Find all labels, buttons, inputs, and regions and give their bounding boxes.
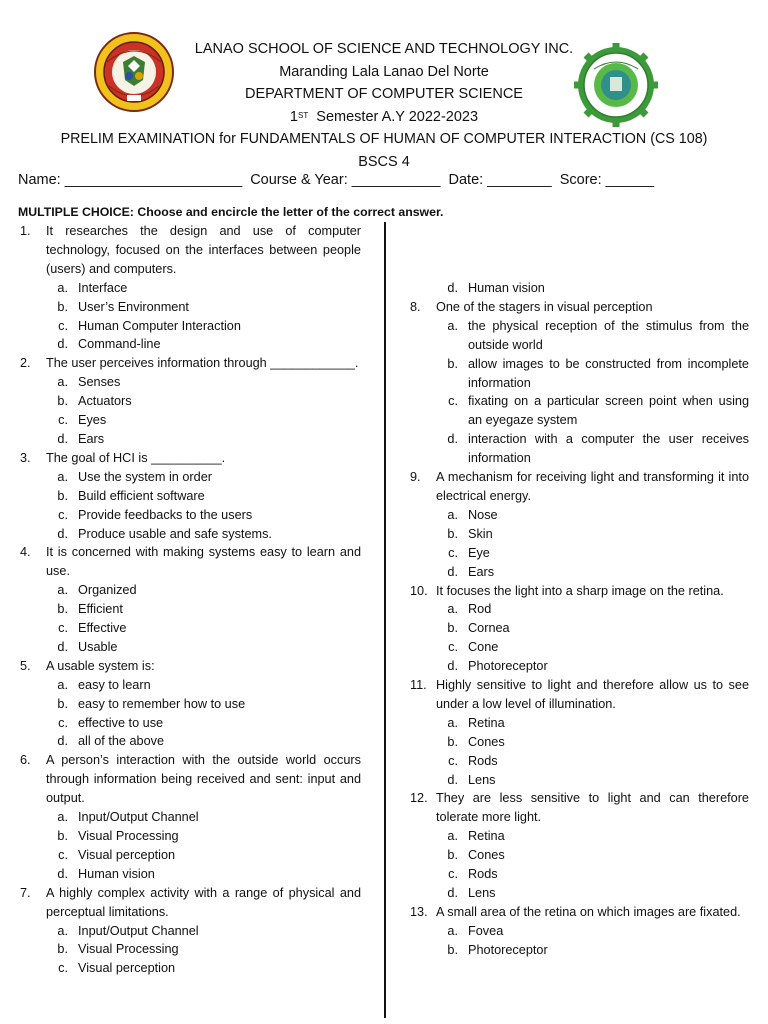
choice-text: Senses xyxy=(78,375,121,390)
question-text: It researches the design and use of computer technology, focused on the interfaces between people (users) and computers. xyxy=(46,224,361,276)
question-text: It is concerned with making systems easy to learn and use. xyxy=(46,545,361,579)
answer-choice[interactable] xyxy=(20,468,361,487)
question-stem xyxy=(20,884,361,922)
choice-letter[interactable]: b. xyxy=(57,829,68,843)
answer-choice[interactable] xyxy=(410,525,749,544)
question-text: One of the stagers in visual perception xyxy=(436,299,653,314)
choice-letter[interactable]: a. xyxy=(57,469,68,484)
answer-choice[interactable] xyxy=(20,317,361,336)
answer-choice[interactable] xyxy=(20,298,361,317)
choice-letter[interactable]: b. xyxy=(57,696,68,711)
question-item xyxy=(410,298,749,468)
school-address: Maranding Lala Lanao Del Norte xyxy=(279,63,489,80)
question-number: 4. xyxy=(20,545,31,560)
choice-text: Photoreceptor xyxy=(468,659,548,674)
answer-choice[interactable] xyxy=(410,846,749,865)
question-number: 8. xyxy=(410,299,421,314)
answer-choice[interactable] xyxy=(20,373,361,392)
answer-choice[interactable] xyxy=(410,922,749,941)
answer-choice[interactable] xyxy=(410,619,749,638)
choice-letter[interactable]: b. xyxy=(447,848,458,863)
question-stem xyxy=(410,298,749,317)
choice-text: Produce usable and safe systems. xyxy=(78,526,272,541)
choice-letter[interactable]: a. xyxy=(447,923,458,938)
choice-text: Visual Processing xyxy=(78,942,179,957)
question-stem xyxy=(20,657,361,676)
answer-choice[interactable] xyxy=(410,430,749,468)
question-number: 1. xyxy=(20,224,31,238)
question-stem xyxy=(410,789,749,827)
choice-text: Provide feedbacks to the users xyxy=(78,507,253,522)
answer-choice[interactable] xyxy=(410,733,749,752)
question-stem xyxy=(20,354,361,373)
choice-letter[interactable]: a. xyxy=(57,810,68,825)
choice-letter[interactable]: c. xyxy=(448,545,458,560)
choice-text: Rods xyxy=(468,753,498,768)
choice-letter[interactable]: c. xyxy=(448,753,458,768)
choice-letter[interactable]: b. xyxy=(447,356,458,371)
choice-letter[interactable]: b. xyxy=(57,602,68,617)
answer-choice[interactable] xyxy=(20,827,361,846)
choice-text: Ears xyxy=(78,431,105,446)
question-item xyxy=(20,751,361,883)
answer-choice[interactable] xyxy=(20,525,361,544)
student-info-line xyxy=(18,172,658,188)
choice-letter[interactable]: d. xyxy=(447,281,458,295)
question-text: A highly complex activity with a range of physical and perceptual limitations. xyxy=(46,885,361,919)
choice-text: Build efficient software xyxy=(78,488,205,503)
choice-letter[interactable]: d. xyxy=(57,337,68,352)
answer-choice[interactable] xyxy=(20,732,361,751)
choice-text: Input/Output Channel xyxy=(78,923,199,938)
answer-choice[interactable] xyxy=(20,392,361,411)
choice-text: Skin xyxy=(468,526,493,541)
date-field[interactable]: Date: ________ xyxy=(448,172,552,188)
choice-text: effective to use xyxy=(78,715,164,730)
choice-text: interaction with a computer the user receives information xyxy=(468,432,749,466)
answer-choice[interactable] xyxy=(20,846,361,865)
answer-choice[interactable] xyxy=(20,922,361,941)
choice-letter[interactable]: a. xyxy=(447,318,458,333)
question-stem xyxy=(20,222,361,279)
choice-letter[interactable]: c. xyxy=(58,413,68,428)
choice-letter[interactable]: d. xyxy=(57,734,68,749)
answer-choice[interactable] xyxy=(20,638,361,657)
choice-text: Photoreceptor xyxy=(468,942,548,957)
choice-letter[interactable]: a. xyxy=(57,375,68,390)
choice-text: all of the above xyxy=(78,734,165,749)
choice-letter[interactable]: c. xyxy=(448,394,458,409)
choice-letter[interactable]: b. xyxy=(447,942,458,957)
answer-choice[interactable] xyxy=(20,600,361,619)
question-stem xyxy=(20,543,361,581)
question-text: A small area of the retina on which images are fixated. xyxy=(436,904,741,919)
answer-choice[interactable] xyxy=(410,657,749,676)
answer-choice[interactable] xyxy=(410,827,749,846)
choice-letter[interactable]: d. xyxy=(447,432,458,447)
question-stem xyxy=(20,449,361,468)
answer-choice[interactable] xyxy=(410,865,749,884)
choice-text: Cones xyxy=(468,848,505,863)
choice-text: Cone xyxy=(468,640,499,655)
question-item xyxy=(20,543,361,656)
choice-letter[interactable]: a. xyxy=(447,715,458,730)
choice-letter[interactable]: d. xyxy=(57,526,68,541)
name-field[interactable]: Name: ______________________ xyxy=(18,172,243,188)
answer-choice[interactable] xyxy=(20,808,361,827)
choice-letter[interactable]: c. xyxy=(58,715,68,730)
choice-text: Organized xyxy=(78,583,137,598)
choice-text: Effective xyxy=(78,621,127,636)
answer-choice[interactable] xyxy=(20,487,361,506)
question-text: The user perceives information through ____________. xyxy=(46,356,359,371)
question-stem xyxy=(410,468,749,506)
question-stem xyxy=(410,676,749,714)
answer-choice[interactable] xyxy=(20,714,361,733)
score-field[interactable]: Score: ______ xyxy=(559,172,655,188)
exam-title: PRELIM EXAMINATION for FUNDAMENTALS OF HUMAN OF COMPUTER INTERACTION (CS 108) xyxy=(60,131,708,147)
answer-choice[interactable] xyxy=(20,581,361,600)
choice-letter[interactable]: c. xyxy=(58,961,68,976)
answer-choice[interactable] xyxy=(20,335,361,354)
answer-choice[interactable] xyxy=(410,941,749,960)
answer-choice[interactable] xyxy=(410,771,749,790)
answer-choice[interactable] xyxy=(410,714,749,733)
answer-choice[interactable] xyxy=(20,695,361,714)
choice-letter[interactable]: d. xyxy=(447,886,458,900)
choice-letter[interactable]: d. xyxy=(447,564,458,579)
question-item xyxy=(410,468,749,581)
choice-letter[interactable]: c. xyxy=(448,640,458,655)
answer-choice[interactable] xyxy=(410,506,749,525)
question-number: 13. xyxy=(410,904,428,919)
choice-text: Efficient xyxy=(78,602,123,617)
choice-text: Actuators xyxy=(78,394,132,409)
answer-choice[interactable] xyxy=(410,638,749,657)
question-item xyxy=(410,903,749,960)
question-text: It focuses the light into a sharp image on the retina. xyxy=(436,583,724,598)
choice-text: Visual perception xyxy=(78,847,176,862)
answer-choice[interactable] xyxy=(410,317,749,355)
question-item xyxy=(410,582,749,677)
question-text: Highly sensitive to light and therefore allow us to see under a low level of illumination. xyxy=(436,678,749,711)
choice-text: Visual perception xyxy=(78,961,176,976)
question-item xyxy=(20,657,361,752)
question-item xyxy=(20,449,361,544)
question-item xyxy=(20,354,361,449)
answer-choice[interactable] xyxy=(410,600,749,619)
choice-letter[interactable]: d. xyxy=(57,639,68,654)
choice-letter[interactable]: a. xyxy=(57,677,68,692)
semester-line: 1ST Semester A.Y 2022-2023 xyxy=(289,108,479,125)
department-name: DEPARTMENT OF COMPUTER SCIENCE xyxy=(245,86,523,102)
choice-text: Eyes xyxy=(78,413,107,428)
answer-choice[interactable] xyxy=(20,411,361,430)
question-text: The goal of HCI is __________. xyxy=(46,450,226,465)
question-item xyxy=(410,676,749,789)
choice-letter[interactable]: b. xyxy=(447,734,458,749)
answer-choice[interactable] xyxy=(20,506,361,525)
choice-text: User’s Environment xyxy=(78,299,189,314)
choice-text: allow images to be constructed from incomplete information xyxy=(468,356,749,390)
question-item xyxy=(20,884,361,979)
choice-text: Input/Output Channel xyxy=(78,810,199,825)
choice-letter[interactable]: b. xyxy=(57,394,68,409)
choice-text: Cornea xyxy=(468,621,510,636)
question-number: 11. xyxy=(410,678,427,693)
answer-choice[interactable] xyxy=(20,430,361,449)
choice-text: Visual Processing xyxy=(78,829,179,843)
question-item xyxy=(410,789,749,902)
exam-header xyxy=(0,38,768,173)
answer-choice[interactable] xyxy=(410,563,749,582)
choice-text: Rods xyxy=(468,867,498,882)
question-number: 3. xyxy=(20,450,31,465)
answer-choice[interactable] xyxy=(20,865,361,884)
choice-text: the physical reception of the stimulus from the outside world xyxy=(468,318,749,352)
choice-text: Command-line xyxy=(78,337,161,352)
choice-letter[interactable]: d. xyxy=(447,659,458,674)
question-number: 6. xyxy=(20,753,31,768)
choice-letter[interactable]: a. xyxy=(447,602,458,617)
choice-letter[interactable]: c. xyxy=(58,507,68,522)
choice-text: Lens xyxy=(468,772,496,787)
question-stem xyxy=(20,751,361,808)
choice-letter[interactable]: b. xyxy=(57,299,68,314)
choice-text: Cones xyxy=(468,734,505,749)
choice-letter[interactable]: a. xyxy=(57,280,68,295)
choice-text: Human vision xyxy=(78,866,155,881)
choice-letter[interactable]: b. xyxy=(57,488,68,503)
answer-choice[interactable] xyxy=(20,959,361,978)
question-text: A mechanism for receiving light and transforming it into electrical energy. xyxy=(436,470,749,503)
instructions: MULTIPLE CHOICE: Choose and encircle the letter of the correct answer. xyxy=(18,205,444,219)
question-number: 12. xyxy=(410,791,428,806)
choice-text: Retina xyxy=(468,829,505,844)
choice-text: easy to learn xyxy=(78,677,151,692)
choice-text: Retina xyxy=(468,715,505,730)
answer-choice[interactable] xyxy=(410,392,749,430)
question-number: 2. xyxy=(20,356,31,371)
question-item xyxy=(410,279,749,298)
choice-letter[interactable]: a. xyxy=(57,583,68,598)
choice-letter[interactable]: a. xyxy=(57,923,68,938)
answer-choice[interactable] xyxy=(410,752,749,771)
right-question-column xyxy=(410,279,749,960)
choice-text: Usable xyxy=(78,639,118,654)
answer-choice[interactable] xyxy=(20,940,361,959)
question-stem xyxy=(410,582,749,601)
choice-letter[interactable]: c. xyxy=(58,847,68,862)
answer-choice[interactable] xyxy=(410,355,749,393)
choice-text: fixating on a particular screen point when using an eyegaze system xyxy=(468,394,749,428)
question-text: They are less sensitive to light and can therefore tolerate more light. xyxy=(436,791,749,825)
course-year-field[interactable]: Course & Year: ___________ xyxy=(250,172,441,188)
choice-text: Lens xyxy=(468,886,496,900)
choice-text: Fovea xyxy=(468,923,504,938)
answer-choice[interactable] xyxy=(410,279,749,298)
choice-letter[interactable]: b. xyxy=(57,942,68,957)
choice-letter[interactable]: c. xyxy=(58,621,68,636)
choice-letter[interactable]: b. xyxy=(447,621,458,636)
choice-text: Use the system in order xyxy=(78,469,212,484)
choice-letter[interactable]: a. xyxy=(447,507,458,522)
question-number: 7. xyxy=(20,885,31,900)
choice-letter[interactable]: d. xyxy=(57,866,68,881)
choice-text: easy to remember how to use xyxy=(78,696,246,711)
choice-text: Nose xyxy=(468,507,498,522)
choice-text: Interface xyxy=(78,280,128,295)
choice-text: Eye xyxy=(468,545,490,560)
question-text: A person’s interaction with the outside world occurs through information being received and sent: input and output. xyxy=(46,753,361,806)
question-text: A usable system is: xyxy=(46,658,155,673)
question-number: 10. xyxy=(410,583,428,598)
answer-choice[interactable] xyxy=(410,544,749,563)
question-number: 9. xyxy=(410,470,421,485)
question-item xyxy=(20,222,361,354)
choice-text: Rod xyxy=(468,602,492,617)
column-divider xyxy=(384,222,386,1018)
choice-letter[interactable]: d. xyxy=(57,431,68,446)
answer-choice[interactable] xyxy=(20,619,361,638)
school-name: LANAO SCHOOL OF SCIENCE AND TECHNOLOGY INC. xyxy=(194,41,574,57)
choice-text: Ears xyxy=(468,564,495,579)
choice-text: Human vision xyxy=(468,281,545,295)
left-question-column xyxy=(20,222,361,978)
choice-letter[interactable]: b. xyxy=(447,526,458,541)
choice-letter[interactable]: c. xyxy=(58,318,68,333)
choice-letter[interactable]: a. xyxy=(447,829,458,844)
question-number: 5. xyxy=(20,658,31,673)
answer-choice[interactable] xyxy=(20,279,361,298)
answer-choice[interactable] xyxy=(20,676,361,695)
choice-text: Human Computer Interaction xyxy=(78,318,241,333)
choice-letter[interactable]: c. xyxy=(448,867,458,882)
section-label: BSCS 4 xyxy=(358,153,410,170)
choice-letter[interactable]: d. xyxy=(447,772,458,787)
answer-choice[interactable] xyxy=(410,884,749,903)
question-stem xyxy=(410,903,749,922)
